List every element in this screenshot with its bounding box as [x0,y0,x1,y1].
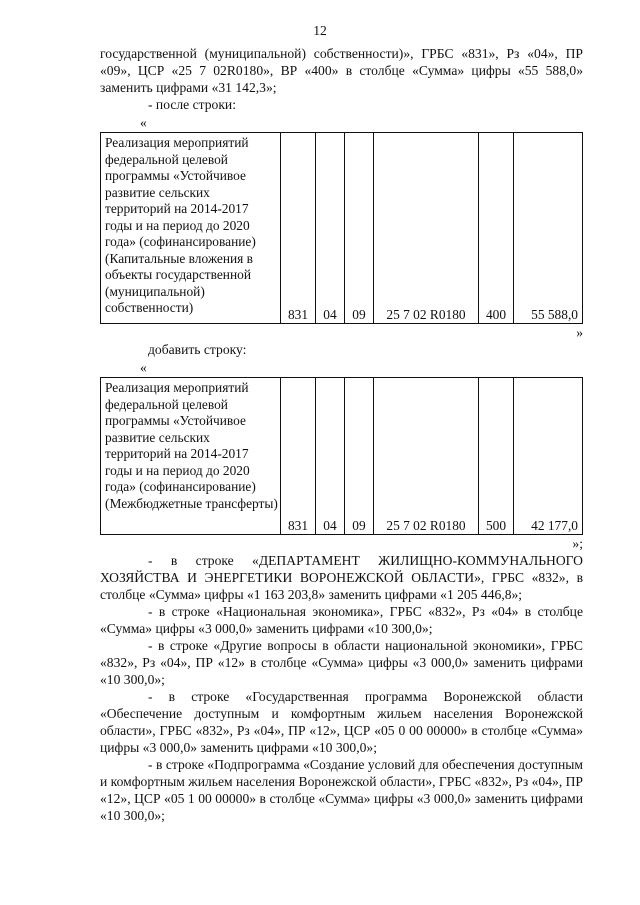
document-body [100,45,583,824]
grbs-cell: 831 [281,133,316,324]
budget-table-existing-row [100,132,583,324]
paragraph-other-issues: - в строке «Другие вопросы в области национальной экономики», ГРБС «832», Рз «04», ПР «12» в столбце «Сумма» цифры «3 000,0» заменить цифрами «10 300,0»; [100,638,583,687]
pr-cell: 09 [345,378,374,535]
rz-cell: 04 [316,133,345,324]
quote-open: « [140,115,147,130]
paragraph-subprogram: - в строке «Подпрограмма «Создание условий для обеспечения доступным и комфортным жильем населения Воронежской области», ГРБС «832», Рз «04», ПР «12», ЦСР «05 1 00 00000» в столбце «Сумма» цифры «3 000,0» заменить цифрами «10 300,0»; [100,757,583,823]
quote-close: »; [572,536,583,551]
csr-cell: 25 7 02 R0180 [374,133,479,324]
row-name-cell: Реализация мероприятий федеральной целевой программы «Устойчивое развитие сельских территорий на 2014-2017 годы и на период до 2020 года» (софинансирование) (Капитальные вложения в объекты государственной (муниципальной) собственности) [101,133,281,324]
quote-open: « [140,360,147,375]
csr-cell: 25 7 02 R0180 [374,378,479,535]
sum-cell: 42 177,0 [514,378,583,535]
page-number: 12 [313,23,327,38]
budget-table-new-row [100,377,583,535]
add-row-label: добавить строку: [148,342,247,357]
table-row [101,133,583,324]
vr-cell: 500 [479,378,514,535]
vr-cell: 400 [479,133,514,324]
table-row [101,378,583,535]
row-name-cell: Реализация мероприятий федеральной целевой программы «Устойчивое развитие сельских территорий на 2014-2017 годы и на период до 2020 года» (софинансирование) (Межбюджетные трансферты) [101,378,281,535]
paragraph-amount-change: государственной (муниципальной) собственности)», ГРБС «831», Рз «04», ПР «09», ЦСР «25 7 02R0180», ВР «400» в столбце «Сумма» цифры «55 588,0» заменить цифрами «31 142,3»; [100,46,583,95]
quote-close: » [576,325,583,340]
sum-cell: 55 588,0 [514,133,583,324]
after-row-label: - после строки: [148,97,236,112]
paragraph-state-program: - в строке «Государственная программа Воронежской области «Обеспечение доступным и комфортным жильем населения Воронежской области», ГРБС «832», Рз «04», ПР «12», ЦСР «05 0 00 00000» в столбце «Сумма» цифры «3 000,0» заменить цифрами «10 300,0»; [100,689,583,755]
paragraph-department: - в строке «ДЕПАРТАМЕНТ ЖИЛИЩНО-КОММУНАЛЬНОГО ХОЗЯЙСТВА И ЭНЕРГЕТИКИ ВОРОНЕЖСКОЙ ОБЛАСТИ», ГРБС «832», в столбце «Сумма» цифры «1 163 203,8» заменить цифрами «1 205 446,8»; [100,553,583,602]
grbs-cell: 831 [281,378,316,535]
paragraph-national-economy: - в строке «Национальная экономика», ГРБС «832», Рз «04» в столбце «Сумма» цифры «3 000,0» заменить цифрами «10 300,0»; [100,604,583,636]
rz-cell: 04 [316,378,345,535]
pr-cell: 09 [345,133,374,324]
